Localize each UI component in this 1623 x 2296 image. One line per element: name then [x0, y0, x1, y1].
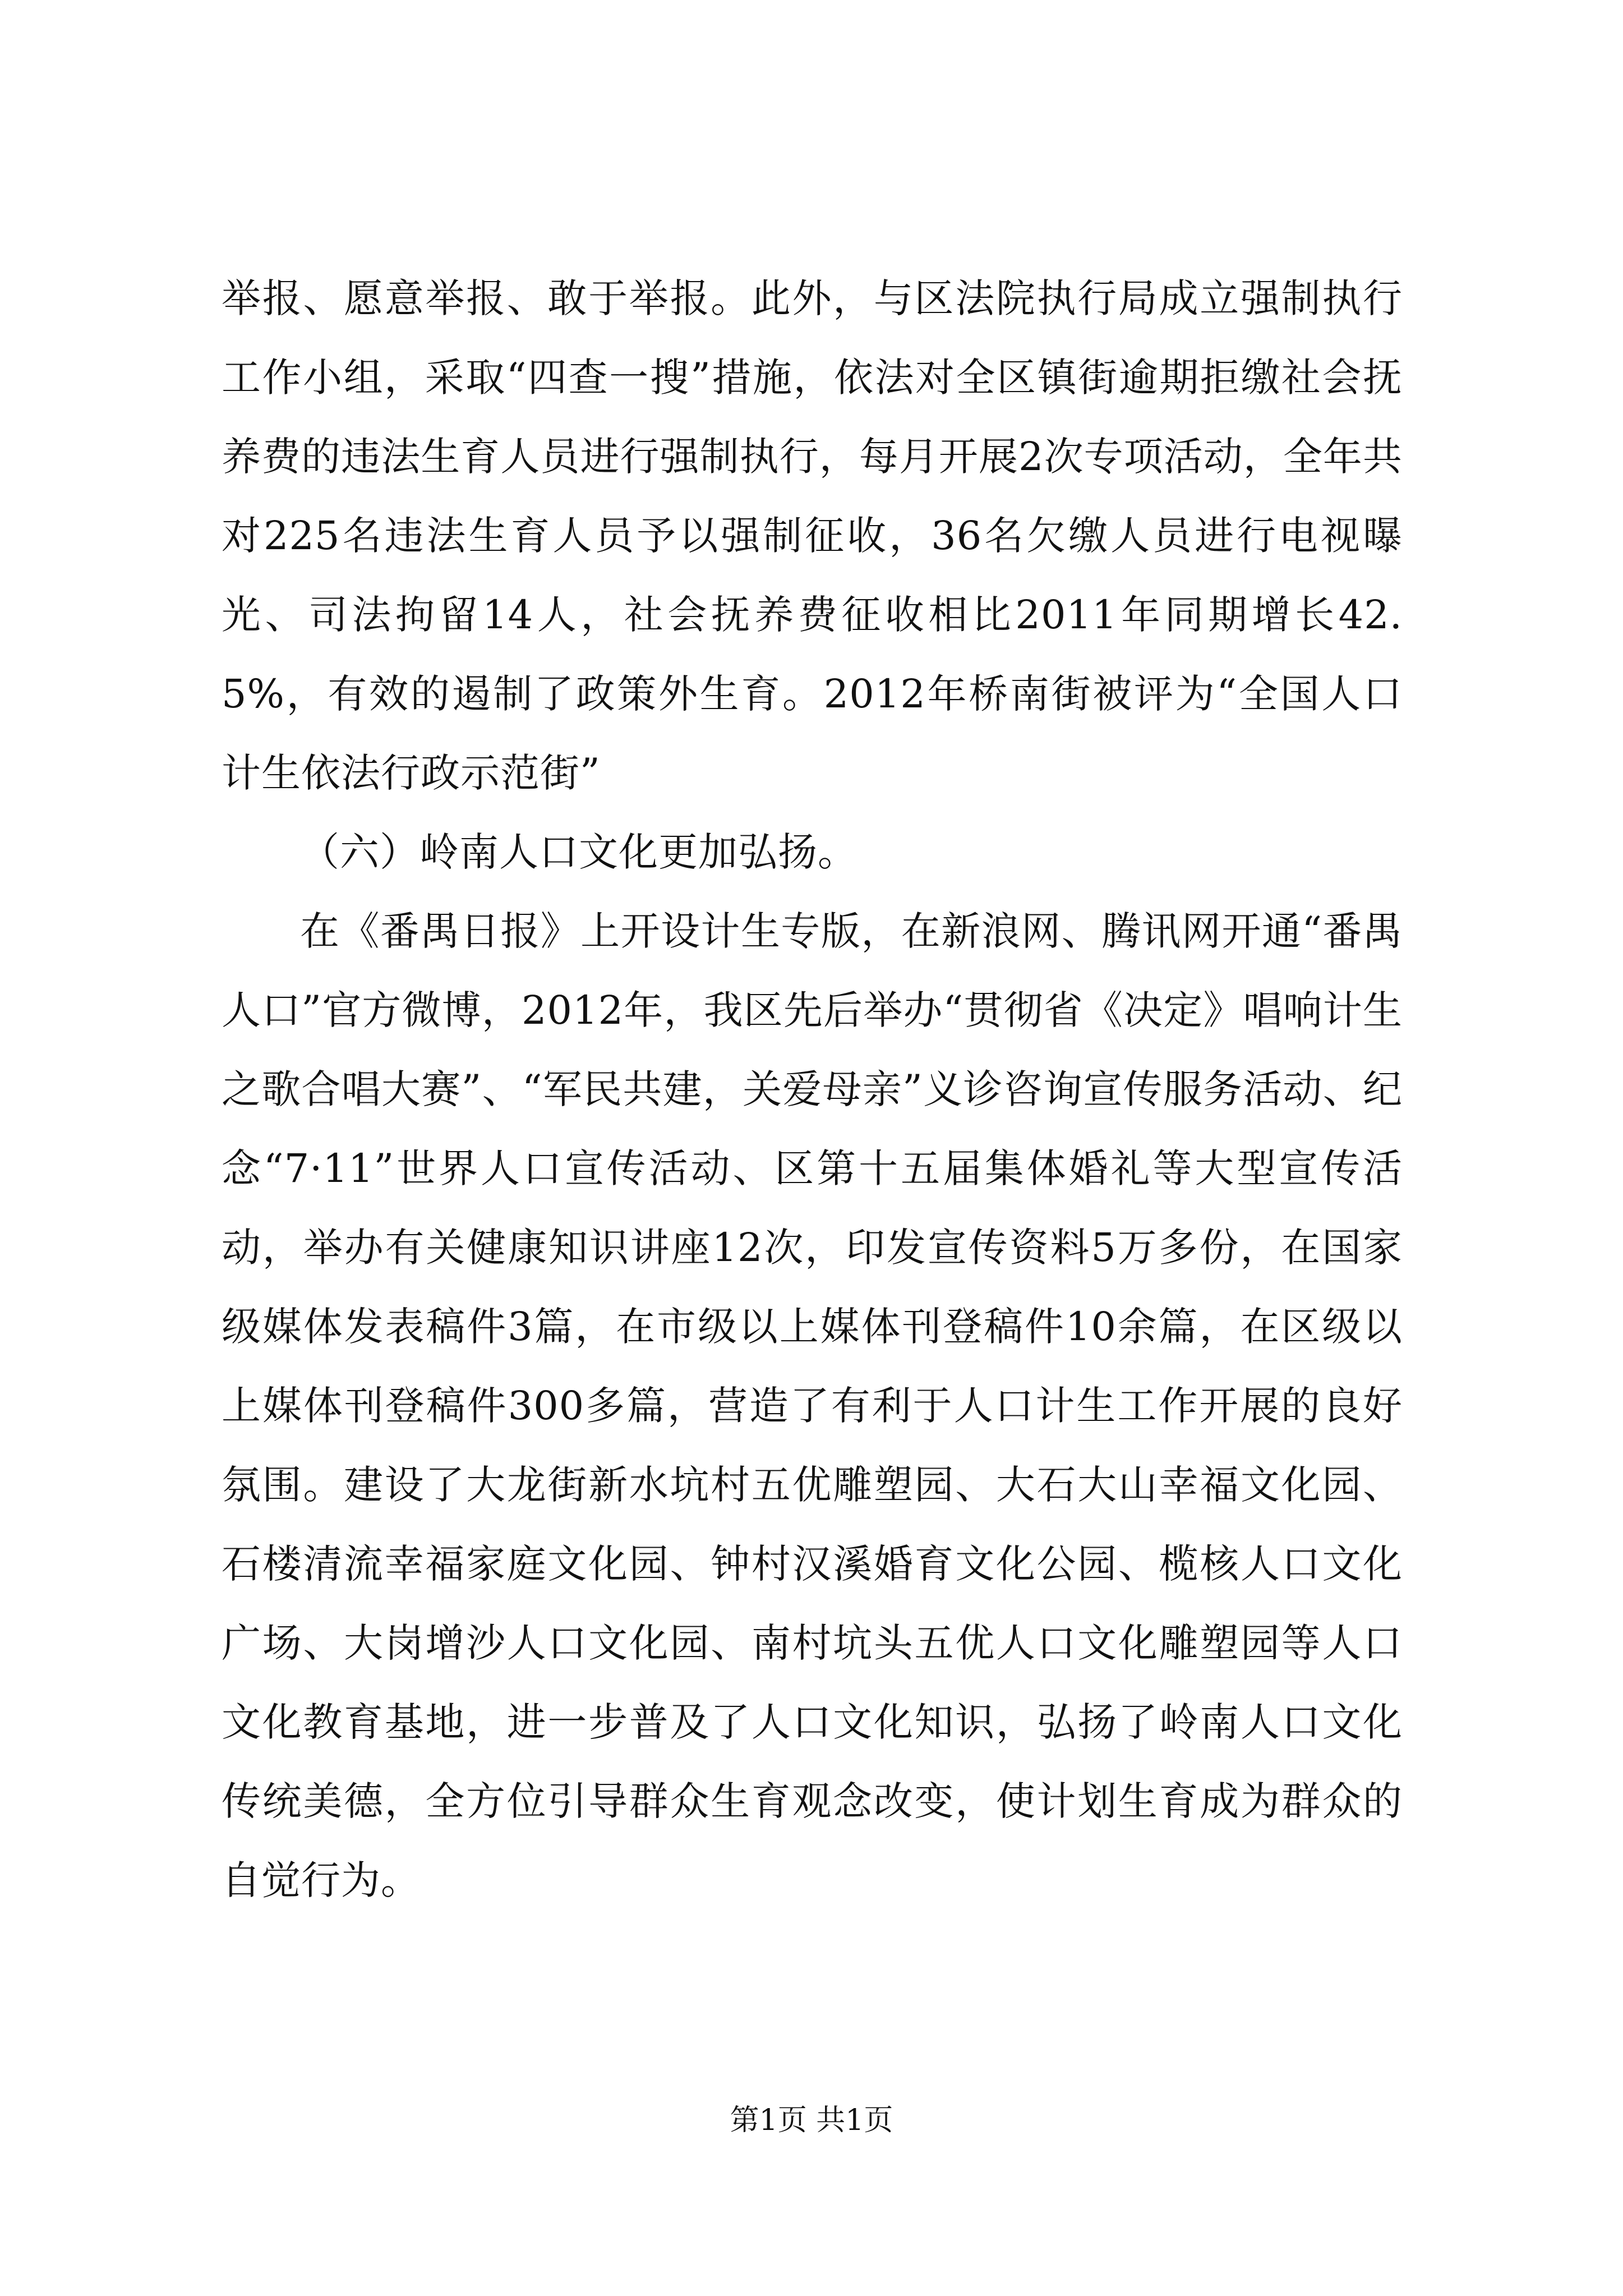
- document-body: [222, 259, 1403, 1920]
- section-heading-lingnan-culture: （六）岭南人口文化更加弘扬。: [300, 829, 857, 875]
- paragraph-lingnan-culture: 在《番禺日报》上开设计生专版，在新浪网、腾讯网开通“番禺人口”官方微博，2012年，我区先后举办“贯彻省《决定》唱响计生之歌合唱大赛”、“军民共建，关爱母亲”义诊咨询宣传服务活动、纪念“7·11”世界人口宣传活动、区第十五届集体婚礼等大型宣传活动，举办有关健康知识讲座12次，印发宣传资料5万多份，在国家级媒体发表稿件3篇，在市级以上媒体刊登稿件10余篇，在区级以上媒体刊登稿件300多篇，营造了有利于人口计生工作开展的良好氛围。建设了大龙街新水坑村五优雕塑园、大石大山幸福文化园、石楼清流幸福家庭文化园、钟村汉溪婚育文化公园、榄核人口文化广场、大岗增沙人口文化园、南村坑头五优人口文化雕塑园等人口文化教育基地，进一步普及了人口文化知识，弘扬了岭南人口文化传统美德，全方位引导群众生育观念改变，使计划生育成为群众的自觉行为。: [222, 908, 1403, 1903]
- paragraph-enforcement: 举报、愿意举报、敢于举报。此外，与区法院执行局成立强制执行工作小组，采取“四查一搜”措施，依法对全区镇街逾期拒缴社会抚养费的违法生育人员进行强制执行，每月开展2次专项活动，全年共对225名违法生育人员予以强制征收，36名欠缴人员进行电视曝光、司法拘留14人，社会抚养费征收相比2011年同期增长42.5%，有效的遏制了政策外生育。2012年桥南街被评为“全国人口计生依法行政示范街”: [222, 275, 1403, 796]
- page-footer: 第1页 共1页: [730, 2104, 893, 2137]
